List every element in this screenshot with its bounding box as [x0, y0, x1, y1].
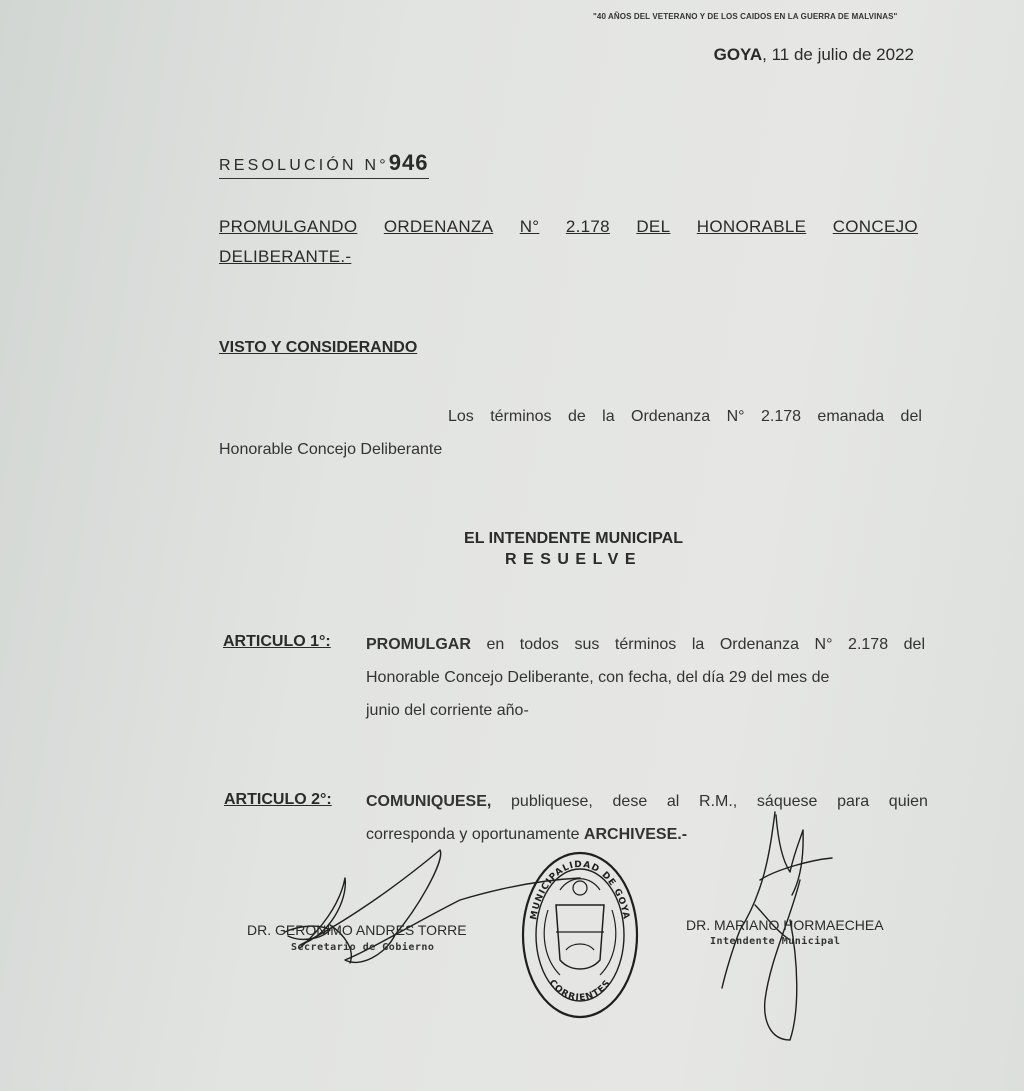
visto-word: de [567, 408, 586, 425]
article-2-word: para [837, 793, 870, 810]
resuelve-heading: RESUELVE [504, 551, 643, 568]
date-city: GOYA [713, 45, 763, 64]
visto-word: 2.178 [760, 408, 802, 425]
visto-word: emanada [817, 408, 885, 425]
article-2-line-2-text: corresponda y oportunamente [366, 826, 584, 843]
subject-word: CONCEJO [832, 217, 918, 236]
article-1-word: términos [614, 636, 677, 653]
article-2-label: ARTICULO 2°: [224, 791, 332, 808]
article-2-word: quien [888, 793, 928, 810]
right-signatory-role: Intendente Municipal [710, 936, 841, 947]
visto-word: Ordenanza [631, 408, 711, 425]
article-1-line-2: Honorable Concejo Deliberante, con fecha, del día 29 del mes de [366, 669, 830, 686]
left-signatory-name: DR. GERONIMO ANDRES TORRE [247, 922, 467, 938]
visto-word: del [900, 408, 922, 425]
article-2-word: COMUNIQUESE, [366, 793, 492, 810]
article-2-word: sáquese [756, 793, 818, 810]
article-1-line-3: junio del corriente año- [366, 702, 529, 719]
resolution-label: RESOLUCIÓN N° [219, 157, 389, 174]
article-1-word: N° [814, 636, 833, 653]
archivese-text: ARCHIVESE.- [583, 826, 688, 843]
article-1-word: en [486, 636, 505, 653]
visto-word: la [602, 408, 615, 425]
visto-word: Los [448, 408, 474, 425]
seal-bottom-text: CORRIENTES [546, 978, 614, 1004]
article-1-word: del [903, 636, 925, 653]
article-1-word: Ordenanza [719, 636, 799, 653]
article-2-word: R.M., [699, 793, 738, 810]
decision-heading: EL INTENDENTE MUNICIPAL [464, 530, 683, 547]
article-2-word: dese [612, 793, 648, 810]
article-1-label: ARTICULO 1°: [223, 633, 331, 650]
article-2-word: al [666, 793, 680, 810]
motto-header: "40 AÑOS DEL VETERANO Y DE LOS CAIDOS EN LA GUERRA DE MALVINAS" [593, 12, 898, 21]
article-2-word: publiquese, [511, 793, 593, 810]
subject-word: HONORABLE [696, 217, 807, 236]
subject-line-2: DELIBERANTE.- [219, 247, 352, 266]
right-signatory-name: DR. MARIANO HORMAECHEA [686, 917, 884, 933]
subject-word: N° [519, 217, 540, 236]
date-text: , 11 de julio de 2022 [762, 45, 914, 64]
article-1-word: todos [519, 636, 559, 653]
visto-word: N° [726, 408, 745, 425]
subject-word: DEL [636, 217, 671, 236]
resolution-number: 946 [388, 150, 429, 175]
visto-heading: VISTO Y CONSIDERANDO [219, 339, 418, 356]
subject-word: 2.178 [565, 217, 610, 236]
visto-word: términos [490, 408, 552, 425]
subject-word: ORDENANZA [383, 217, 494, 236]
visto-line-2: Honorable Concejo Deliberante [219, 441, 443, 458]
article-1-word: PROMULGAR [366, 636, 471, 653]
article-1-word: la [691, 636, 705, 653]
subject-word: PROMULGANDO [219, 217, 358, 236]
left-signatory-role: Secretario de Gobierno [291, 942, 435, 953]
article-1-word: sus [574, 636, 600, 653]
seal-top-text: MUNICIPALIDAD DE GOYA [529, 859, 631, 921]
article-1-word: 2.178 [848, 636, 889, 653]
